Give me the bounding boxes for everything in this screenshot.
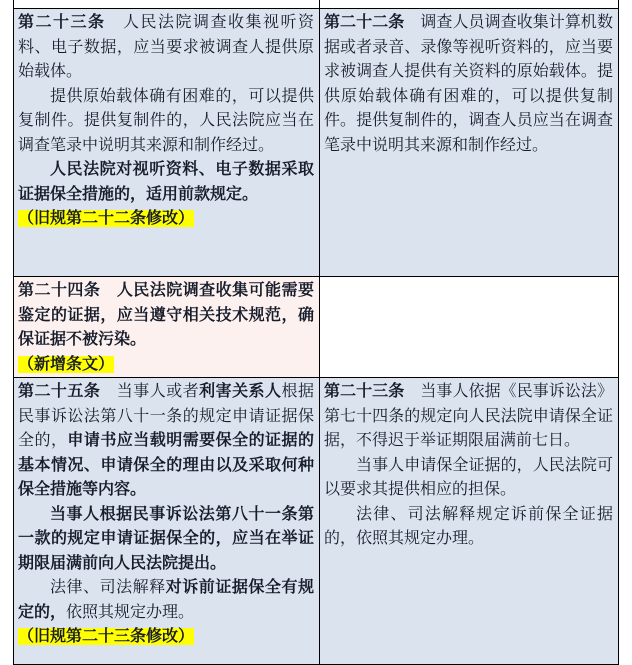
paragraph	[18, 158, 314, 207]
text-run: 根据民事诉讼法第八十一条的规定申请证据保全的，	[18, 383, 314, 449]
text-run: 提供原始载体确有困难的，可以提供复制件。提供复制件的，人民法院应当在调查笔录中说明其来源和制作经过。	[18, 87, 314, 154]
text-run: 申请书应当载明需要保全的证据的基本情况、申请保全的理由以及采取何种保全措施等内容。	[18, 432, 314, 498]
cell-old-article-23	[320, 378, 619, 665]
annotation-highlight	[18, 625, 314, 650]
text-run: （新增条文）	[18, 355, 115, 373]
text-run: 依照其规定办理。	[66, 603, 195, 621]
text-run: 第二十四条	[18, 282, 101, 299]
text-run: （旧规第二十二条修改）	[18, 210, 195, 227]
paragraph	[324, 380, 613, 454]
text-run: 当事人或者	[100, 383, 200, 400]
paragraph	[324, 11, 613, 158]
cell-empty	[320, 277, 619, 378]
cell-new-article-23	[14, 9, 320, 277]
cutoff-row-cell-left	[14, 0, 320, 9]
text-run: 当事人根据民事诉讼法第八十一条第一款的规定申请证据保全的，应当在举证期限届满前向人民法院提出。	[18, 505, 314, 572]
paragraph	[18, 279, 314, 353]
table-row	[14, 378, 619, 665]
text-run: 当事人依据《民事诉讼法》第七十四条的规定向人民法院申请保全证据，不得迟于举证期限届满前七日。	[324, 383, 613, 449]
comparison-table	[13, 0, 619, 665]
text-run: （旧规第二十三条修改）	[18, 628, 195, 645]
text-run: 当事人申请保全证据的，人民法院可以要求其提供相应的担保。	[324, 456, 613, 498]
paragraph	[324, 454, 613, 503]
table-row	[14, 9, 619, 277]
text-run: 第二十三条	[324, 383, 405, 400]
text-run: 第二十二条	[324, 14, 405, 31]
annotation-highlight	[18, 353, 314, 378]
text-run: 第二十三条	[18, 14, 106, 31]
text-run: 法律、司法解释	[50, 579, 166, 596]
paragraph	[18, 503, 314, 577]
text-run: 人民法院调查收集视听资料、电子数据，应当要求被调查人提供原始载体。	[18, 14, 314, 80]
cell-new-article-25	[14, 378, 320, 665]
paragraph	[18, 85, 314, 159]
cell-new-article-24	[14, 277, 320, 378]
cutoff-row	[14, 0, 619, 9]
cutoff-row-cell-right	[320, 0, 619, 9]
paragraph	[18, 576, 314, 625]
table-row	[14, 277, 619, 378]
text-run: 利害关系人	[199, 383, 282, 400]
text-run: 对诉前证据保全有规定的，	[18, 579, 314, 621]
text-run: 调查人员调查收集计算机数据或者录音、录像等视听资料的，应当要求被调查人提供有关资料的原始载体。提供原始载体确有困难的，可以提供复制件。提供复制件的，调查人员应当在调查笔录中说明其来源和制作经过。	[324, 14, 613, 154]
text-run: 人民法院调查收集可能需要鉴定的证据，应当遵守相关技术规范，确保证据不被污染。	[18, 282, 314, 348]
paragraph	[18, 11, 314, 85]
text-run: 法律、司法解释规定诉前保全证据的，依照其规定办理。	[324, 505, 613, 547]
text-run: 第二十五条	[18, 383, 101, 400]
annotation-highlight	[18, 207, 314, 232]
paragraph	[324, 503, 613, 552]
cell-old-article-22	[320, 9, 619, 277]
text-run: 人民法院对视听资料、电子数据采取证据保全措施的，适用前款规定。	[18, 161, 314, 203]
paragraph	[18, 380, 314, 503]
